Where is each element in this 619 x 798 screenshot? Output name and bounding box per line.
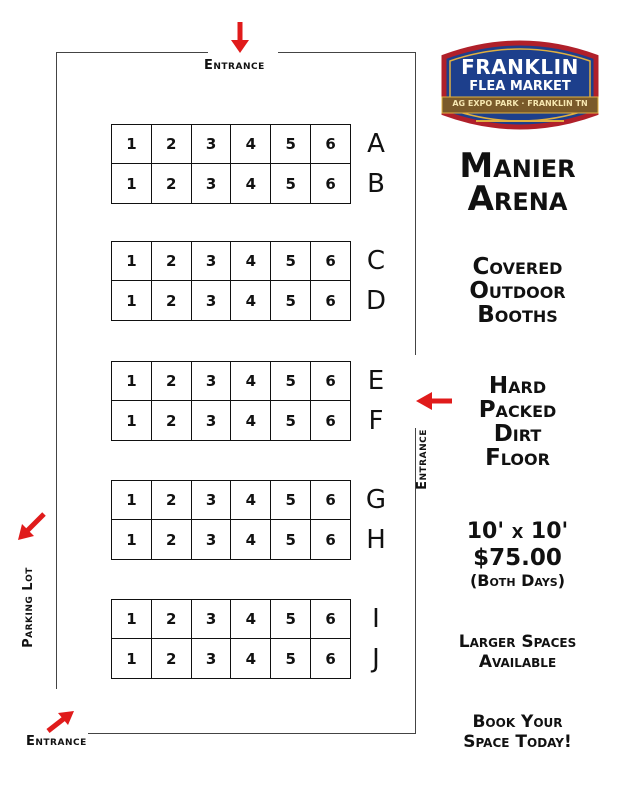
booth-f-6: 6: [311, 401, 351, 441]
booth-b-1: 1: [111, 164, 152, 204]
booth-row-h: [111, 520, 351, 560]
booth-f-2: 2: [152, 401, 192, 441]
row-label-h: H: [366, 525, 386, 555]
booth-a-4: 4: [231, 124, 271, 164]
row-label-f: F: [368, 406, 384, 436]
arena-wall-left: [56, 52, 57, 689]
booth-i-1: 1: [111, 599, 152, 639]
row-label-e: E: [367, 366, 385, 396]
booth-i-5: 5: [271, 599, 311, 639]
booth-c-4: 4: [231, 241, 271, 281]
booth-row-c: [111, 241, 351, 281]
booth-row-j: [111, 639, 351, 679]
booth-a-2: 2: [152, 124, 192, 164]
booth-c-5: 5: [271, 241, 311, 281]
booth-row-i: [111, 599, 351, 639]
parking-arrow-icon: [16, 510, 48, 546]
booth-h-2: 2: [152, 520, 192, 560]
booth-d-4: 4: [231, 281, 271, 321]
booth-i-3: 3: [192, 599, 232, 639]
entrance-top-arrow-icon: [231, 22, 249, 58]
booth-a-6: 6: [311, 124, 351, 164]
booth-row-g: [111, 480, 351, 520]
booth-b-4: 4: [231, 164, 271, 204]
booth-c-3: 3: [192, 241, 232, 281]
entrance-bottom-label: Entrance: [26, 734, 87, 749]
booth-j-1: 1: [111, 639, 152, 679]
booth-g-6: 6: [311, 480, 351, 520]
booth-a-1: 1: [111, 124, 152, 164]
booth-e-4: 4: [231, 361, 271, 401]
booth-b-6: 6: [311, 164, 351, 204]
booth-h-3: 3: [192, 520, 232, 560]
booth-f-1: 1: [111, 401, 152, 441]
booth-f-3: 3: [192, 401, 232, 441]
booth-b-3: 3: [192, 164, 232, 204]
row-label-i: I: [372, 604, 380, 634]
booth-f-5: 5: [271, 401, 311, 441]
booth-g-1: 1: [111, 480, 152, 520]
booth-j-5: 5: [271, 639, 311, 679]
franklin-flea-market-logo: [436, 35, 604, 135]
floor-text: Hard Packed Dirt Floor: [478, 373, 557, 471]
booth-g-2: 2: [152, 480, 192, 520]
booth-row-e: [111, 361, 351, 401]
booth-d-6: 6: [311, 281, 351, 321]
booth-h-5: 5: [271, 520, 311, 560]
booth-size-text: 10' x 10': [466, 519, 569, 544]
booth-h-1: 1: [111, 520, 152, 560]
booth-h-6: 6: [311, 520, 351, 560]
row-label-d: D: [365, 286, 387, 316]
booth-e-1: 1: [111, 361, 152, 401]
entrance-top-label: Entrance: [204, 58, 265, 73]
booth-d-5: 5: [271, 281, 311, 321]
booth-c-6: 6: [311, 241, 351, 281]
logo-line1: FRANKLIN: [461, 55, 579, 79]
booth-b-2: 2: [152, 164, 192, 204]
booth-row-f: [111, 401, 351, 441]
booth-g-5: 5: [271, 480, 311, 520]
booth-f-4: 4: [231, 401, 271, 441]
row-label-j: J: [372, 644, 380, 674]
row-label-c: C: [366, 246, 386, 276]
booth-j-2: 2: [152, 639, 192, 679]
arena-wall-top-right: [278, 52, 415, 53]
book-space-text: Book Your Space Today!: [463, 712, 572, 752]
booth-c-1: 1: [111, 241, 152, 281]
arena-title: Manier Arena: [459, 146, 576, 219]
booth-j-4: 4: [231, 639, 271, 679]
arena-wall-top-left: [56, 52, 208, 53]
arena-wall-bottom: [88, 733, 416, 734]
booth-b-5: 5: [271, 164, 311, 204]
booth-row-d: [111, 281, 351, 321]
larger-spaces-text: Larger Spaces Available: [458, 632, 577, 672]
covered-booths-text: Covered Outdoor Booths: [469, 254, 566, 328]
booth-c-2: 2: [152, 241, 192, 281]
booth-e-6: 6: [311, 361, 351, 401]
arena-wall-right-upper: [415, 52, 416, 355]
booth-d-1: 1: [111, 281, 152, 321]
entrance-bottom-arrow-icon: [44, 709, 76, 737]
booth-row-b: [111, 164, 351, 204]
booth-d-3: 3: [192, 281, 232, 321]
parking-lot-label: Parking Lot: [20, 567, 36, 648]
booth-g-3: 3: [192, 480, 232, 520]
booth-d-2: 2: [152, 281, 192, 321]
logo-line2: FLEA MARKET: [469, 79, 571, 94]
booth-days-text: (Both Days): [469, 571, 566, 590]
booth-i-4: 4: [231, 599, 271, 639]
booth-a-3: 3: [192, 124, 232, 164]
booth-g-4: 4: [231, 480, 271, 520]
booth-e-5: 5: [271, 361, 311, 401]
row-label-b: B: [367, 169, 385, 199]
logo-line3: AG EXPO PARK · FRANKLIN TN: [452, 99, 588, 108]
booth-price-text: $75.00: [473, 545, 562, 571]
booth-row-a: [111, 124, 351, 164]
row-label-a: A: [367, 129, 385, 159]
booth-j-3: 3: [192, 639, 232, 679]
entrance-right-label: Entrance: [414, 429, 430, 490]
booth-h-4: 4: [231, 520, 271, 560]
booth-j-6: 6: [311, 639, 351, 679]
booth-e-2: 2: [152, 361, 192, 401]
booth-i-6: 6: [311, 599, 351, 639]
booth-i-2: 2: [152, 599, 192, 639]
row-label-g: G: [365, 485, 387, 515]
booth-e-3: 3: [192, 361, 232, 401]
booth-a-5: 5: [271, 124, 311, 164]
